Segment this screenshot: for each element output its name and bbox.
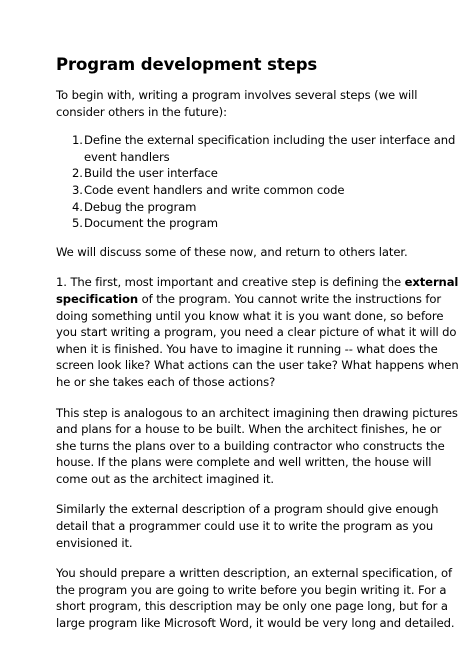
list-item <box>72 182 462 199</box>
list-item-text: Build the user interface <box>84 166 218 181</box>
paragraph-external-description: Similarly the external description of a program should give enough detail that a programmer could use it to write the program as you envisioned it. <box>56 502 439 550</box>
discuss-paragraph: We will discuss some of these now, and return to others later. <box>56 244 408 259</box>
list-item-text: Document the program <box>84 216 218 231</box>
list-item <box>72 199 462 216</box>
list-item-number: 4. <box>72 199 83 214</box>
bold-term: external specification <box>56 275 459 306</box>
paragraph-text-after: of the program. You cannot write the instructions for doing something until you know what it is you want done, so before you start writing a program, you need a clear picture of what it will do when it is finished. You have to imagine it running -- what does the screen look like? What actions can the user take? What happens when he or she takes each of those actions? <box>56 291 459 389</box>
list-item-number: 1. <box>72 133 83 148</box>
list-item-number: 2. <box>72 166 83 181</box>
paragraph-written-description: You should prepare a written description, an external specification, of the program you are going to write before you begin writing it. For a short program, this description may be only one page long, but for a large program like Microsoft Word, it would be very long and detailed. <box>56 566 455 631</box>
list-item-number: 5. <box>72 216 83 231</box>
list-item-text: Define the external specification including the user interface and event handlers <box>84 133 456 164</box>
list-item <box>72 132 462 165</box>
list-item <box>72 165 462 182</box>
paragraph-text-before: 1. The first, most important and creative step is defining the <box>56 275 405 290</box>
list-item <box>72 215 462 232</box>
document-page <box>56 55 462 646</box>
list-item-number: 3. <box>72 182 83 197</box>
paragraph-architect-analogy: This step is analogous to an architect imagining then drawing pictures and plans for a house to be built. When the architect finishes, he or she turns the plans over to a building contractor who constructs the house. If the plans were complete and well written, the house will come out as the architect imagined it. <box>56 405 458 486</box>
list-item-text: Code event handlers and write common code <box>84 182 345 197</box>
list-item-text: Debug the program <box>84 199 197 214</box>
document-title: Program development steps <box>56 55 318 74</box>
paragraph-external-spec <box>56 274 462 390</box>
steps-list <box>56 132 462 232</box>
intro-paragraph: To begin with, writing a program involves several steps (we will consider others in the future): <box>56 88 418 119</box>
